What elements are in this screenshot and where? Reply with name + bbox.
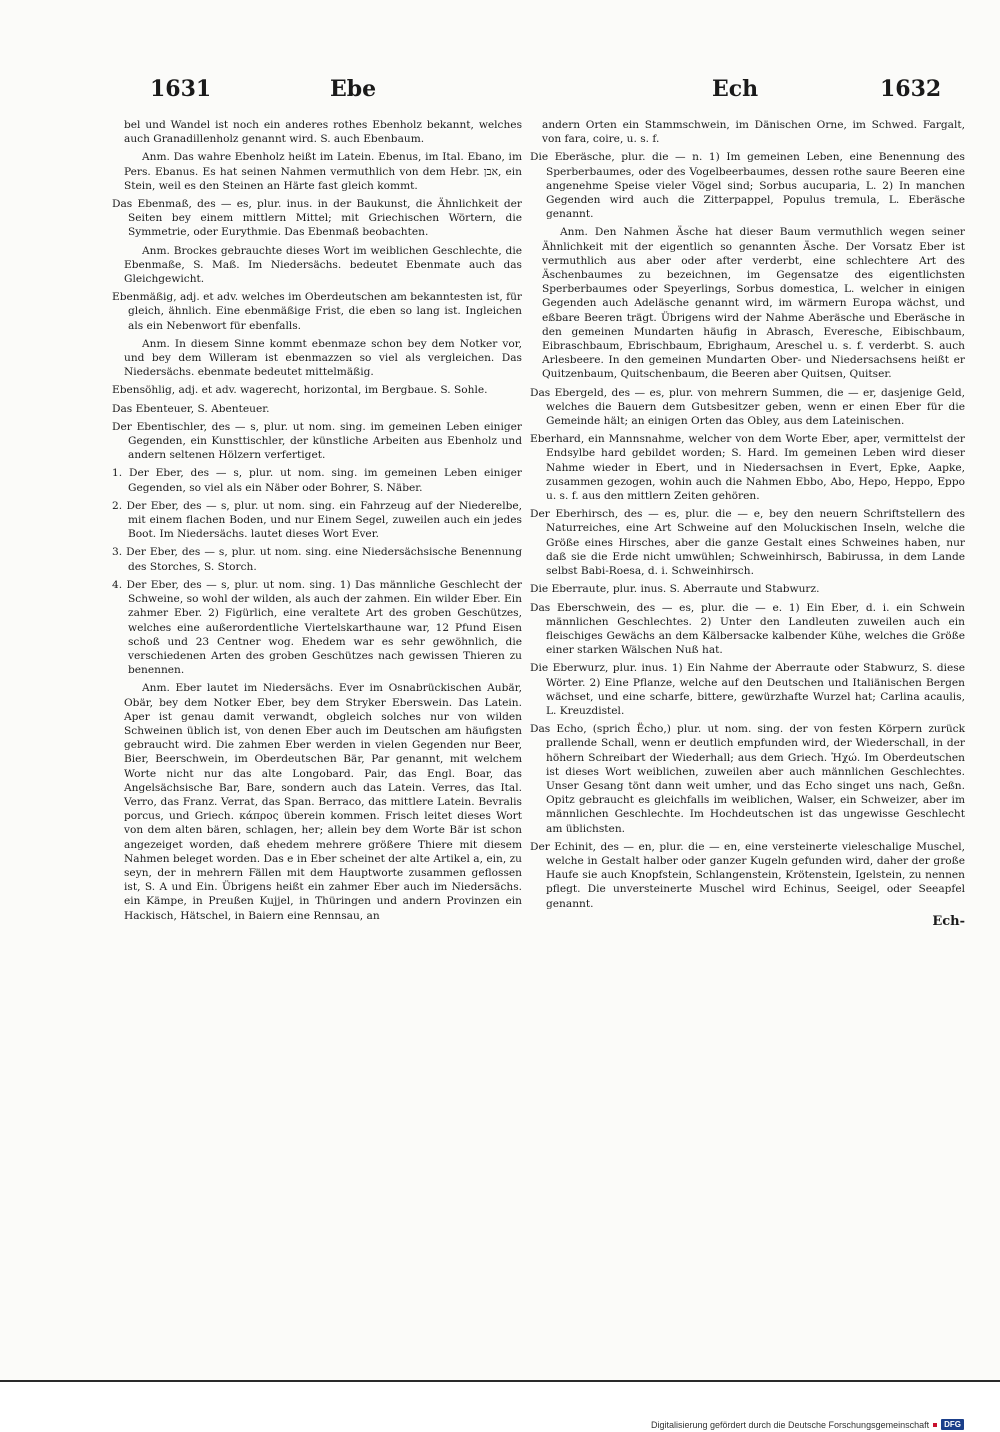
right-column <box>530 118 965 929</box>
left-column-entry: 4. Der Eber, des — s, plur. ut nom. sing. 1) Das männliche Geschlecht der Schweine, so wohl der wilden, als auch der zahmen. Ein wilder Eber. Ein zahmer Eber. 2) Figürlich, eine veraltete Art des groben Geschützes, welches eine außerordentliche Viertelskarthaune war, 12 Pfund Eisen schoß und 23 Centner wog. Ehedem war es sehr gewöhnlich, die verschiedenen Arten des groben Geschützes nach gewissen Thieren zu benennen. <box>112 578 522 677</box>
right-column-entry: Der Echinit, des — en, plur. die — en, eine versteinerte vieleschalige Muschel, welche in Gestalt halber oder ganzer Kugeln gefunden wird, daher der große Haufe sie auch Knopfstein, Schlangenstein, Krötenstein, Igelstein, zu nennen pflegt. Die unversteinerte Muschel wird Echinus, Seeigel, oder Seeapfel genannt. <box>530 840 965 910</box>
left-column-entry: Ebenmäßig, adj. et adv. welches im Oberdeutschen am bekanntesten ist, für gleich, ähnlich. Eine ebenmäßige Frist, die eben so lang ist. Ingleichen als ein Nebenwort für ebenfalls. <box>112 291 522 332</box>
right-column-entry: Die Eberwurz, plur. inus. 1) Ein Nahme der Aberraute oder Stabwurz, S. diese Wörter. 2) Eine Pflanze, welche auf den Deutschen und Italiänischen Bergen wächset, und eine scharfe, bittere, gewürzhafte Wurzel hat; Carlina acaulis, L. Kreuzdistel. <box>530 662 965 717</box>
guide-word-left: Ebe <box>330 76 377 102</box>
left-column-annotation: Anm. Das wahre Ebenholz heißt im Latein. Ebenus, im Ital. Ebano, im Pers. Ebanus. Es hat seinen Nahmen vermuthlich von dem Hebr. אבן, ein Stein, weil es den Steinen an Härte fast gleich kommt. <box>124 151 522 192</box>
left-column-annotation: Anm. Eber lautet im Niedersächs. Ever im Osnabrückischen Aubär, Obär, bey dem Notker Eber, bey dem Stryker Eberswein. Das Latein. Aper ist genau damit verwandt, obgleich solches nur von wilden Schweinen üblich ist, von denen Eber auch im Deutschen am häufigsten gebraucht wird. Die zahmen Eber werden in vielen Gegenden nur Beer, Bier, Beerschwein, im Oberdeutschen Bär, Par genannt, mit welchem Worte nicht nur das alte Longobard. Pair, das Engl. Boar, das Angelsächsische Bar, Bare, sondern auch das Latein. Verres, das Ital. Verro, das Franz. Verrat, das Span. Berraco, das mittlere Latein. Bevralis porcus, und Griech. κάπρος überein kommen. Frisch leitet dieses Wort von dem alten bären, schlagen, her; allein bey dem Worte Bär ist schon angezeiget worden, daß ehedem mehrere größere Thiere mit diesem Nahmen beleget worden. Das e in Eber scheinet der alte Artikel a, ein, zu seyn, der in mehrern Fällen mit dem Hauptworte zusammen geflossen ist, S. A und Ein. Übrigens heißt ein zahmer Eber auch im Niedersächs. ein Kämpe, in Preußen Kujjel, in Thüringen und andern Provinzen ein Hackisch, Hätschel, in Baiern eine Rennsau, an <box>124 682 522 922</box>
right-column-entry: Das Echo, (sprich Ëcho,) plur. ut nom. sing. der von festen Körpern zurück prallende Schall, wenn er deutlich empfunden wird, der Wiederschall, in der höhern Schreibart der Wiederhall; aus dem Griech. Ἠχώ. Im Oberdeutschen ist dieses Wort weiblichen, zuweilen aber auch männlichen Geschlechtes. Unser Gesang tönt dann weit umher, und das Echo singet uns nach, Geßn. Opitz gebraucht es gleichfalls im weiblichen, Walser, ein Schweizer, aber im männlichen Geschlechte. Im Hochdeutschen ist das ungewisse Geschlecht am üblichsten. <box>530 723 965 835</box>
right-column-entry: andern Orten ein Stammschwein, im Dänischen Orne, im Schwed. Fargalt, von fara, coire, u. s. f. <box>542 119 965 146</box>
right-column-entry: Die Eberraute, plur. inus. S. Aberraute und Stabwurz. <box>530 583 820 596</box>
catchword: Ech- <box>932 913 965 929</box>
left-column-annotation: Anm. Brockes gebrauchte dieses Wort im weiblichen Geschlechte, die Ebenmaße, S. Maß. Im Niedersächs. bedeutet Ebenmate auch das Gleichgewicht. <box>124 244 522 286</box>
footer-credit: Digitalisierung gefördert durch die Deutsche Forschungsgemeinschaft <box>650 1419 930 1430</box>
dfg-arrow-icon <box>933 1423 937 1427</box>
right-column-entry: Das Ebergeld, des — es, plur. von mehrern Summen, die — er, dasjenige Geld, welches die Bauern dem Gutsbesitzer geben, wenn er einen Eber für die Gemeinde hält; an einigen Orten das Obley, aus dem Lateinischen. <box>530 386 965 428</box>
left-column-entry: bel und Wandel ist noch ein anderes rothes Ebenholz bekannt, welches auch Granadillenholz genannt wird. S. auch Ebenbaum. <box>124 119 522 146</box>
right-column-entry: Eberhard, ein Mannsnahme, welcher von dem Worte Eber, aper, vermittelst der Endsylbe hard gebildet worden; S. Hard. Im gemeinen Leben wird dieser Nahme wieder in Ebert, und in Niedersachsen in Evert, Epke, Aapke, zusammen gezogen, wohin auch die Nahmen Ebbo, Abo, Hepo, Heppo, Eppo u. s. f. aus den mittlern Zeiten gehören. <box>530 433 965 503</box>
right-column-entry: Der Eberhirsch, des — es, plur. die — e, bey den neuern Schriftstellern des Naturreiches, eine Art Schweine auf den Moluckischen Inseln, welche die Größe eines Hirsches, aber die ganze Gestalt eines Schweines haben, nur daß sie die Erde nicht umwühlen; Schweinhirsch, Babirussa, in dem Lande selbst Babi-Roesa, d. i. Schweinhirsch. <box>530 508 965 578</box>
footer-rule <box>0 1380 1000 1382</box>
page-number-left: 1631 <box>150 76 212 102</box>
left-column-entry: Das Ebenmaß, des — es, plur. inus. in der Baukunst, die Ähnlichkeit der Seiten bey einem mittlern Mittel; mit Griechischen Wörtern, die Symmetrie, oder Eurythmie. Das Ebenmaß beobachten. <box>112 198 522 239</box>
left-column-annotation: Anm. In diesem Sinne kommt ebenmaze schon bey dem Notker vor, und bey dem Willeram ist ebenmazzen so viel als vergleichen. Das Niedersächs. ebenmate bedeutet mittelmäßig. <box>124 337 522 379</box>
left-column-entry: Das Ebenteuer, S. Abenteuer. <box>112 402 270 415</box>
guide-word-right: Ech <box>712 76 759 102</box>
left-column <box>112 118 522 927</box>
footer <box>651 1419 964 1430</box>
right-column-entry: Das Eberschwein, des — es, plur. die — e. 1) Ein Eber, d. i. ein Schwein männlichen Geschlechtes. 2) Unter den Landleuten zuweilen auch ein fleischiges Gewächs an dem Kälbersacke kalbender Kühe, welches die Größe einer starken Wälschen Nuß hat. <box>530 601 965 657</box>
right-column-entry: Die Eberäsche, plur. die — n. 1) Im gemeinen Leben, eine Benennung des Sperberbaumes, oder des Vogelbeerbaumes, dessen rothe saure Beeren eine angenehme Speise vieler Vögel sind; Sorbus aucuparia, L. 2) In manchen Gegenden wird auch die Zitterpappel, Populus tremula, L. Eberäsche genannt. <box>530 151 965 221</box>
left-column-entry: 1. Der Eber, des — s, plur. ut nom. sing. im gemeinen Leben einiger Gegenden, so viel als ein Näber oder Bohrer, S. Näber. <box>112 467 522 494</box>
left-column-entry: 2. Der Eber, des — s, plur. ut nom. sing. ein Fahrzeug auf der Niederelbe, mit einem flachen Boden, und nur Einem Segel, zuweilen auch ein jedes Boot. Im Niedersächs. lautet dieses Wort Ever. <box>112 499 522 541</box>
page-number-right: 1632 <box>880 76 942 102</box>
left-column-entry: Der Ebentischler, des — s, plur. ut nom. sing. im gemeinen Leben einiger Gegenden, ein Kunsttischler, der künstliche Arbeiten aus Ebenholz und andern seltenen Hölzern verfertiget. <box>112 420 522 462</box>
dfg-logo: DFG <box>941 1419 964 1430</box>
left-column-entry: Ebensöhlig, adj. et adv. wagerecht, horizontal, im Bergbaue. S. Sohle. <box>112 384 488 397</box>
left-column-entry: 3. Der Eber, des — s, plur. ut nom. sing. eine Niedersächsische Benennung des Storches, S. Storch. <box>112 546 522 573</box>
right-column-annotation: Anm. Den Nahmen Äsche hat dieser Baum vermuthlich wegen seiner Ähnlichkeit mit der eigentlich so genannten Äsche. Der Vorsatz Eber ist vermuthlich aus aber oder after verderbt, eine schlechtere Art des Äschenbaumes zu bezeichnen, im Gegensatze des eigentlichsten Sperberbaumes oder Speyerlings, Sorbus domestica, L. welcher in einigen Gegenden auch Adeläsche genannt wird, im wärmern Europa wächst, und eßbare Beeren trägt. Übrigens wird der Nahme Aberäsche und Eberäsche in den gemeinen Mundarten häufig in Abrasch, Everesche, Eibischbaum, Eibraschbaum, Ebrischbaum, Ebrighaum, Areschel u. s. f. verderbt. S. auch Arlesbeere. In den gemeinen Mundarten Ober- und Niedersachsens heißt er Quitzenbaum, Quitschenbaum, die Beeren aber Quitsen, Quitser. <box>542 226 965 381</box>
